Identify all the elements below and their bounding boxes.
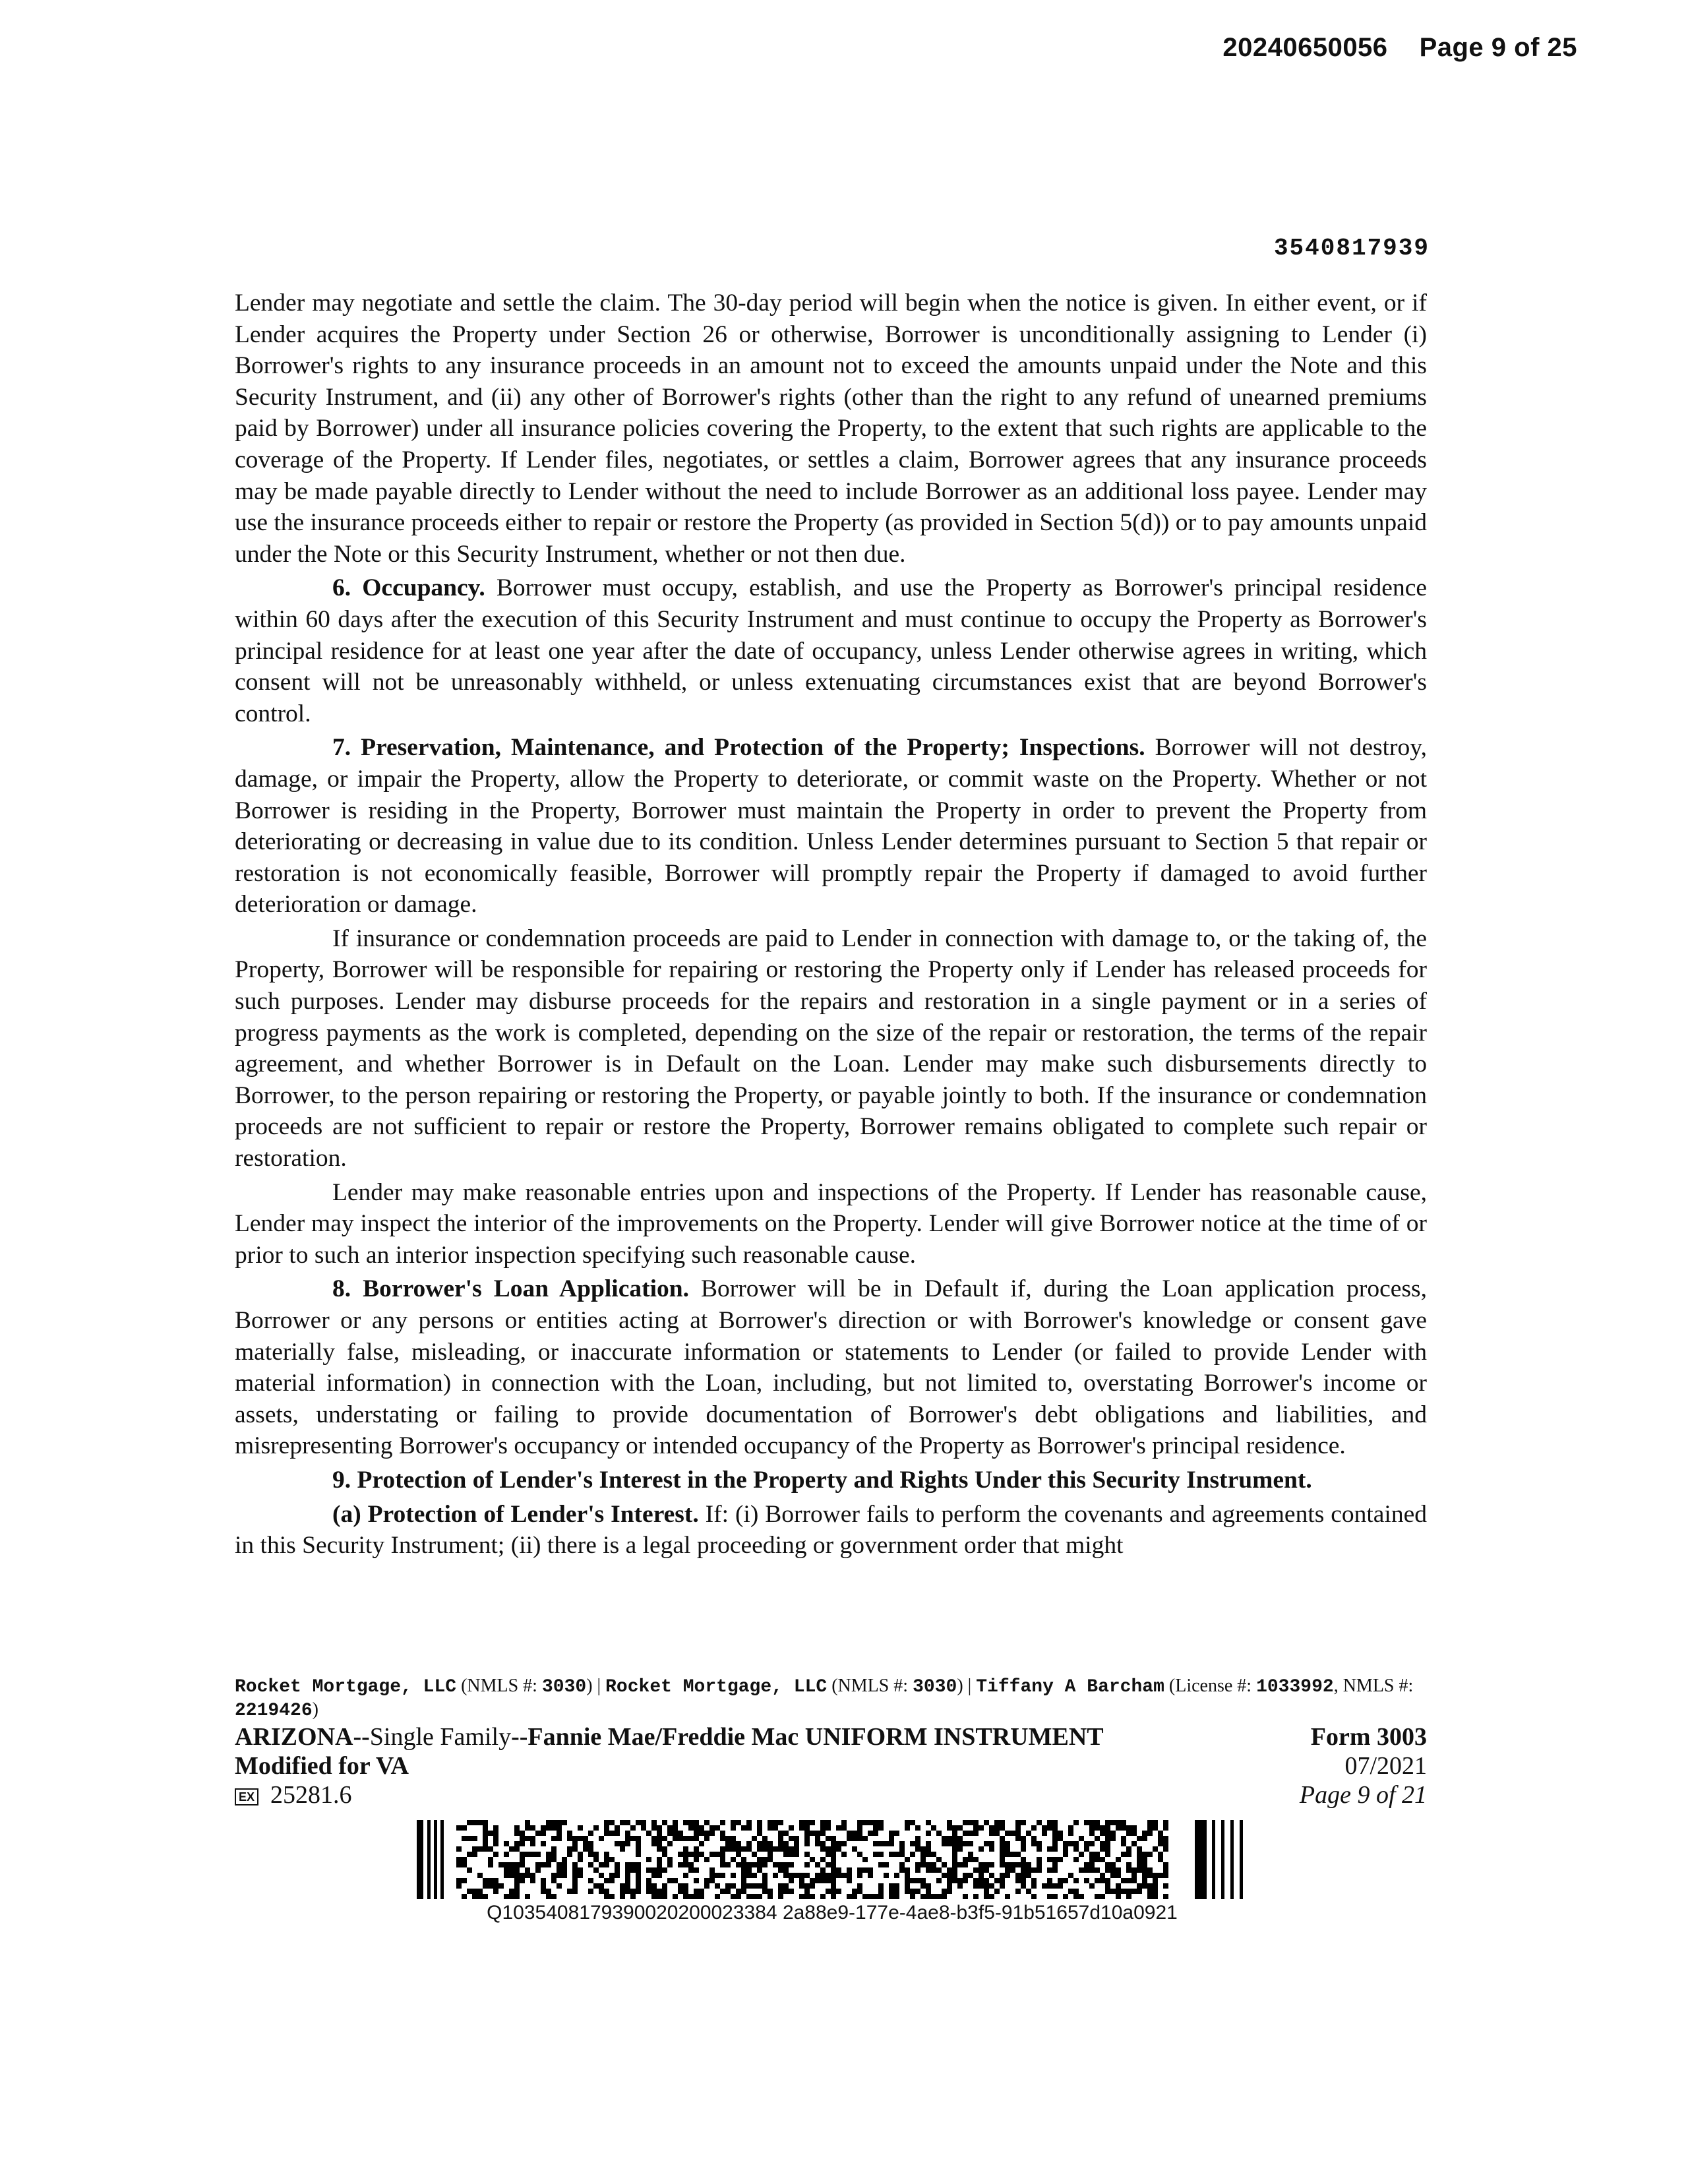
form-page: Page 9 of 21 (1299, 1781, 1427, 1809)
officer-nmls: 2219426 (235, 1701, 313, 1721)
separator: ) | (586, 1676, 606, 1696)
close-paren: ) (312, 1699, 318, 1720)
section-9a-text: If: (i) Borrower fails to perform the covenants and agreements contained in this Security Instrument; (ii) there is a legal proceeding or government order that might (235, 1500, 1427, 1560)
nmls-label: (NMLS #: (456, 1676, 542, 1696)
form-modified: Modified for VA (235, 1752, 409, 1780)
lender-nmls-2: 3030 (913, 1677, 957, 1697)
form-date: 07/2021 (1344, 1752, 1427, 1780)
section-9-heading-paragraph (235, 1465, 1427, 1496)
form-sep: -- (511, 1723, 528, 1751)
form-state: ARIZONA-- (235, 1723, 370, 1751)
form-code (235, 1780, 352, 1809)
nmls-label-2: (NMLS #: (827, 1676, 913, 1696)
form-number: Form 3003 (1310, 1723, 1427, 1751)
ex-logo-icon: EX (235, 1788, 258, 1805)
loan-number: 3540817939 (1273, 235, 1430, 262)
section-9a-paragraph (235, 1499, 1427, 1562)
nmls-label-3: , NMLS #: (1333, 1676, 1414, 1696)
section-8-paragraph (235, 1273, 1427, 1462)
section-9-heading: 9. Protection of Lender's Interest in the Property and Rights Under this Security Instrument. (332, 1466, 1312, 1494)
form-modified-row (235, 1751, 1427, 1780)
section-7-paragraph-2: If insurance or condemnation proceeds are paid to Lender in connection with damage to, or the taking of, the Property, Borrower will be responsible for repairing or restoring the Property only if Lender has released proceeds for such purposes. Lender may disburse proceeds for the repairs and restoration in a single payment or in a series of progress payments as the work is completed, depending on the size of the repair or restoration, the terms of the repair agreement, and whether Borrower is in Default on the Loan. Lender may make such disbursements directly to Borrower, to the person repairing or restoring the Property, or payable jointly to both. If the insurance or condemnation proceeds are not sufficient to repair or restore the Property, Borrower remains obligated to complete such repair or restoration. (235, 925, 1427, 1172)
originator-line (235, 1675, 1427, 1722)
section-7-paragraph-3: Lender may make reasonable entries upon and inspections of the Property. If Lender has reasonable cause, Lender may inspect the interior of the improvements on the Property. Lender will give Borrower notice at the time of or prior to such an interior inspection specifying such reasonable cause. (235, 1178, 1427, 1269)
form-title (235, 1722, 1104, 1751)
barcode-graphic (417, 1820, 1248, 1899)
lender-nmls: 3030 (541, 1677, 587, 1697)
loan-officer-name: Tiffany A Barcham (976, 1677, 1164, 1697)
barcode-text: Q1035408179390020200023384 2a88e9-177e-4ae8-b3f5-91b51657d10a0921 (487, 1902, 1178, 1924)
license-number: 1033992 (1256, 1677, 1334, 1697)
recording-number: 20240650056 (1222, 33, 1388, 62)
section-8-text: Borrower will be in Default if, during the Loan application process, Borrower or any persons or entities acting at Borrower's direction or with Borrower's knowledge or consent gave materially false, misleading, or inaccurate information or statements to Lender (or failed to provide Lender with material information) in connection with the Loan, including, but not limited to, overstating Borrower's income or assets, understating or failing to provide documentation of Borrower's debt obligations and liabilities, and misrepresenting Borrower's occupancy or intended occupancy of the Property as Borrower's principal residence. (235, 1275, 1428, 1460)
form-family: Single Family (369, 1723, 512, 1751)
license-label: (License #: (1164, 1676, 1257, 1696)
section-8-heading: 8. Borrower's Loan Application. (332, 1275, 689, 1303)
doc-code: 25281.6 (270, 1781, 352, 1809)
paragraph-continuation: Lender may negotiate and settle the claim. The 30-day period will begin when the notice is given. In either event, or if Lender acquires the Property under Section 26 or otherwise, Borrower is unconditionally assigning to Lender (i) Borrower's rights to any insurance proceeds in an amount not to exceed the amounts unpaid under the Note and this Security Instrument, and (ii) any other of Borrower's rights (other than the right to any refund of unearned premiums paid by Borrower) under all insurance policies covering the Property, to the extent that such rights are applicable to the coverage of the Property. If Lender files, negotiates, or settles a claim, Borrower agrees that any insurance proceeds may be made payable directly to Lender without the need to include Borrower as an additional loss payee. Lender may use the insurance proceeds either to repair or restore the Property (as provided in Section 5(d)) or to pay amounts unpaid under the Note or this Security Instrument, whether or not then due. (235, 289, 1427, 568)
form-title-row (235, 1722, 1427, 1751)
section-7-paragraph (235, 732, 1427, 921)
section-6-heading: 6. Occupancy. (332, 574, 485, 602)
section-7-text: Borrower will not destroy, damage, or impair the Property, allow the Property to deteriorate, or commit waste on the Property. Whether or not Borrower is residing in the Property, Borrower must maintain the Property in order to prevent the Property from deteriorating or decreasing in value due to its condition. Unless Lender determines pursuant to Section 5 that repair or restoration is not economically feasible, Borrower will promptly repair the Property if damaged to avoid further deterioration or damage. (235, 734, 1427, 919)
lender-name-2: Rocket Mortgage, LLC (605, 1677, 828, 1697)
document-body (235, 288, 1427, 1564)
recording-stamp (1222, 33, 1577, 63)
separator-2: ) | (957, 1676, 977, 1696)
lender-name: Rocket Mortgage, LLC (235, 1677, 457, 1697)
section-7-heading: 7. Preservation, Maintenance, and Protection of the Property; Inspections. (332, 734, 1145, 762)
section-6-paragraph (235, 572, 1427, 729)
section-9a-heading: (a) Protection of Lender's Interest. (332, 1500, 699, 1528)
form-instrument: Fannie Mae/Freddie Mac UNIFORM INSTRUMENT (528, 1723, 1104, 1751)
section-6-text: Borrower must occupy, establish, and use the Property as Borrower's principal residence within 60 days after the execution of this Security Instrument and must continue to occupy the Property as Borrower's principal residence for at least one year after the date of occupancy, unless Lender otherwise agrees in writing, which consent will not be unreasonably withheld, or unless extenuating circumstances exist that are beyond Borrower's control. (235, 574, 1427, 727)
form-footer (235, 1675, 1427, 1809)
recording-page-label: Page 9 of 25 (1419, 33, 1577, 62)
form-code-row (235, 1780, 1427, 1809)
